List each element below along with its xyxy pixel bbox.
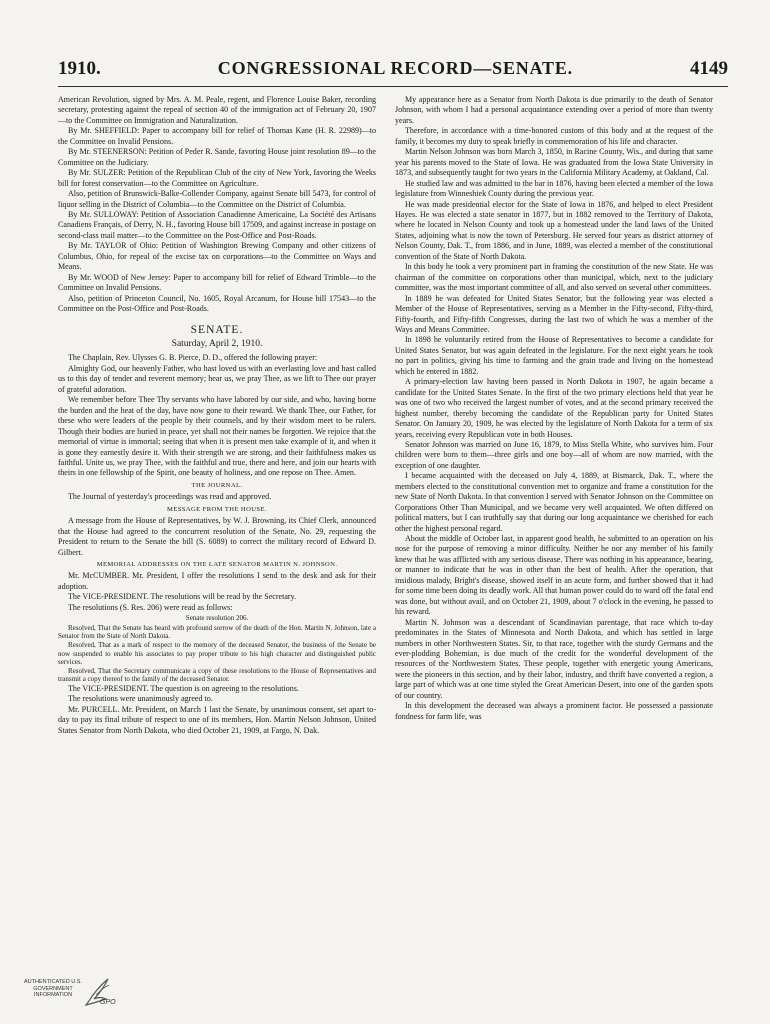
speech-paragraph: In 1889 he was defeated for United States Senator, but the following year was elected a Member of the House of Representatives, serving as a Member in the Fifty-second, Fifty-third, Fifty-fourth, and Fifty-fifth Congresses, during the last two of which he was a member of the Ways and Means Committee. — [395, 293, 713, 334]
gpo-authentication-seal — [22, 975, 117, 1015]
mccumber-paragraph: Mr. McCUMBER. Mr. President, I offer the resolutions I send to the desk and ask for their adoption. — [58, 571, 376, 591]
prayer-paragraph: Almighty God, our heavenly Father, who hast loved us with an everlasting love and hast called us to this day of tender and reverent memory; hear us, we pray Thee, as we lift to Thee our prayer of grateful adoration. — [58, 363, 376, 394]
resolutions-read-paragraph: The resolutions (S. Res. 206) were read as follows: — [68, 602, 233, 612]
prayer-paragraph: We remember before Thee Thy servants who have labored by our side, and who, having borne the burden and the heat of the day, have now gone to their reward. We thank Thee, our Father, for these who were leaders of the people by their counsels, and by their wisdom meet to be rulers. Though their bodies are buried in peace, yet shall not their names be forgotten. We rejoice that the memorial of virtue is immortal; seeing that when it is present men take example of it, and when it is gone they earnestly desire it. With their strength we are strong, and their faithfulness makes us faithful. Unite us, we pray Thee, with the faithful and true, there and here, and join our hearts with theirs in one fellowship of the Spirit, one beauty of holiness, and one repose on Thee. Amen. — [58, 395, 376, 478]
speech-paragraph: Martin N. Johnson was a descendant of Scandinavian parentage, that race which to-day predominates in the States of Minnesota and North Dakota, and which has settled in large numbers in other Northwestern States. Sir, to that race, together with the sturdy Germans and the ever-plodding Bohemian, is due much of the credit for the wonderful development of the resources of the Northwestern States. These people, together with energetic young Americans, were the pioneers in this section, and by their labor, industry, and thrift have converted a region, a large part of which was at one time styled the Great American Desert, into one of the garden spots of our country. — [395, 617, 713, 700]
left-column — [58, 95, 376, 975]
header-title: CONGRESSIONAL RECORD—SENATE. — [217, 58, 573, 78]
speech-paragraph: In this development the deceased was always a prominent factor. He possessed a passionate fondness for farm life, was — [395, 701, 713, 721]
seal-text: AUTHENTICATED U.S. GOVERNMENT INFORMATION — [24, 979, 82, 999]
speech-paragraph: Martin Nelson Johnson was born March 3, 1850, in Racine County, Wis., and during that same year his parents moved to the State of Iowa. He was graduated from the Iowa State University in 1873, and subsequently taught for two years in the California Military Academy, at Oakland, Cal. — [395, 147, 713, 178]
petition-paragraph: By Mr. STEENERSON: Petition of Peder R. Sande, favoring House joint resolution 89—to the Committee on the Judiciary. — [58, 147, 376, 167]
gpo-label: GPO — [100, 999, 116, 1006]
right-column — [395, 95, 713, 975]
journal-heading: THE JOURNAL. — [191, 481, 243, 489]
running-header — [58, 58, 728, 88]
petition-paragraph: American Revolution, signed by Mrs. A. M. Peale, regent, and Florence Louise Baker, recording secretary, protesting against the repeal of section 40 of the immigration act of February 20, 1907—to the Committee on Immigration and Naturalization. — [58, 95, 376, 125]
vice-president-paragraph: The VICE-PRESIDENT. The question is on agreeing to the resolutions. — [68, 683, 299, 693]
chaplain-paragraph: The Chaplain, Rev. Ulysses G. B. Pierce, D. D., offered the following prayer: — [68, 353, 318, 363]
speech-paragraph: Therefore, in accordance with a time-honored custom of this body and at the request of the family, it becomes my duty to speak briefly in commemoration of his life and character. — [395, 126, 713, 146]
resolution-text: Resolved, That as a mark of respect to the memory of the deceased Senator, the business of the Senate be now suspended to enable his associates to pay proper tribute to his high character and distinguished public services. — [58, 640, 376, 667]
purcell-paragraph: Mr. PURCELL. Mr. President, on March 1 last the Senate, by unanimous consent, set apart to-day to pay its final tribute of respect to one of its members, Hon. Martin Nelson Johnson, United States Senator from North Dakota, who died October 21, 1909, at Fargo, N. Dak. — [58, 704, 376, 735]
speech-paragraph: In 1898 he voluntarily retired from the House of Representatives to become a candidate for United States Senator, but was again defeated in the legislature. For the next eight years he took no part in politics, giving his time to farming and the grain trade and living on the homestead which he entered in 1882. — [395, 335, 713, 376]
resolution-text: Resolved, That the Secretary communicate a copy of these resolutions to the House of Representatives and transmit a copy thereof to the family of the deceased Senator. — [58, 666, 376, 684]
header-rule — [58, 86, 728, 87]
vice-president-paragraph: The VICE-PRESIDENT. The resolutions will be read by the Secretary. — [68, 592, 297, 602]
petition-paragraph: By Mr. WOOD of New Jersey: Paper to accompany bill for relief of Edward Trimble—to the Committee on Invalid Pensions. — [58, 272, 376, 293]
speech-paragraph: He studied law and was admitted to the bar in 1876, having been elected a member of the Iowa legislature from Winneshiek County during the previous year. — [395, 178, 713, 199]
speech-paragraph: In this body he took a very prominent part in framing the constitution of the new State. He was chairman of the committee on corporations other than municipal, which, next to the judiciary committee, was the most important committee of all, and also served on several other committees. — [395, 262, 713, 293]
message-paragraph: A message from the House of Representatives, by W. J. Browning, its Chief Clerk, announced that the House had agreed to the concurrent resolution of the Senate, No. 29, requesting the President to return to the Senate the bill (S. 6089) to correct the military record of Edward D. Gilbert. — [58, 516, 376, 557]
speech-paragraph: A primary-election law having been passed in North Dakota in 1907, he again became a candidate for the United States Senate. In the first of the two primary elections held that year he was one of two who received the largest number of votes, and at the second primary received the highest number, thereby becoming the candidate of the Republican party for United States Senator. On January 20, 1909, he was elected by the legislature of North Dakota for a term of six years, receiving every Republican vote in both Houses. — [395, 377, 713, 439]
speech-paragraph: He was made presidential elector for the State of Iowa in 1876, and helped to elect President Hayes. He was elected a state senator in 1877, but in 1882 removed to the Territory of Dakota, where he located in Nelson County and took up a homestead under the land laws of the United States, adjoining what is now the town of Petersburg. He served four years as district attorney of Nelson County, Dak. T., from 1886, and in June, 1889, was elected a member of the constitutional convention of the State of North Dakota. — [395, 199, 713, 261]
petition-paragraph: Also, petition of Princeton Council, No. 1605, Royal Arcanum, for House bill 17543—to the Committee on the Post-Office and Post-Roads. — [58, 293, 376, 314]
resolution-text: Resolved, That the Senate has heard with profound sorrow of the death of the Hon. Martin N. Johnson, late a Senator from the State of North Dakota. — [58, 623, 376, 641]
petition-paragraph: By Mr. SULLOWAY: Petition of Association Canadienne Americaine, La Société des Artisans Canadiens Français, of Derry, N. H., favoring House bill 17509, and against increase in postage on second-class mail matter—to the Committee on the Post-Office and Post-Roads. — [58, 209, 376, 240]
header-page-number: 4149 — [689, 58, 728, 79]
petition-paragraph: By Mr. TAYLOR of Ohio: Petition of Washington Brewing Company and other citizens of Columbus, Ohio, for repeal of the excise tax on corporations—to the Committee on Ways and Means. — [58, 241, 376, 272]
petition-paragraph: Also, petition of Brunswick-Balke-Collender Company, against Senate bill 5473, for control of liquor selling in the District of Columbia—to the Committee on the District of Columbia. — [58, 189, 376, 209]
speech-paragraph: About the middle of October last, in apparent good health, he submitted to an operation on his nose for the purpose of removing a minor difficulty. Neither he nor any member of his family knew that he was afflicted with any serious disease. There was nothing in his appearance, bearing, or manner to indicate that he was in other than the best of health. After the operation, that insidious malady, Bright's disease, showed itself in an acute form, and further showed that it had for some time been doing its deadly work. All that human power could do to ward off the fatal end was done, but without avail, and on October 21, 1909, about 7 o'clock in the evening, he passed to his reward. — [395, 534, 713, 617]
session-date: Saturday, April 2, 1910. — [171, 338, 263, 349]
agreed-paragraph: The resolutions were unanimously agreed to. — [68, 694, 213, 704]
journal-paragraph: The Journal of yesterday's proceedings was read and approved. — [68, 492, 272, 502]
speech-paragraph: My appearance here as a Senator from North Dakota is due primarily to the death of Senator Johnson, with whom I had a personal acquaintance extending over a period of more than twenty years. — [395, 95, 713, 125]
senate-heading: SENATE. — [190, 323, 244, 336]
message-heading: MESSAGE FROM THE HOUSE. — [167, 505, 267, 513]
speech-paragraph: Senator Johnson was married on June 16, 1879, to Miss Stella White, who survives him. Four children were born to them—three girls and one boy—all of whom are now married, with the exception of one daughter. — [395, 439, 713, 470]
header-year: 1910. — [58, 58, 101, 79]
petition-paragraph: By Mr. SULZER: Petition of the Republican Club of the city of New York, favoring the Weeks bill for forest conservation—to the Committee on Agriculture. — [58, 168, 376, 188]
petition-paragraph: By Mr. SHEFFIELD: Paper to accompany bill for relief of Thomas Kane (H. R. 22989)—to the Committee on Invalid Pensions. — [58, 126, 376, 146]
memorial-heading: MEMORIAL ADDRESSES ON THE LATE SENATOR MARTIN N. JOHNSON. — [96, 561, 338, 569]
speech-paragraph: I became acquainted with the deceased on July 4, 1889, at Bismarck, Dak. T., where the members elected to the constitutional convention met to organize and frame a constitution for the new State of North Dakota. In that convention I served with Senator Johnson on the Committee on Corporations Other Than Municipal, and we became very well acquainted. We often differed on political matters, but I can truthfully say that during our long acquaintance we cherished for each other the highest personal regard. — [395, 471, 713, 533]
resolution-title: Senate resolution 206. — [185, 614, 249, 623]
